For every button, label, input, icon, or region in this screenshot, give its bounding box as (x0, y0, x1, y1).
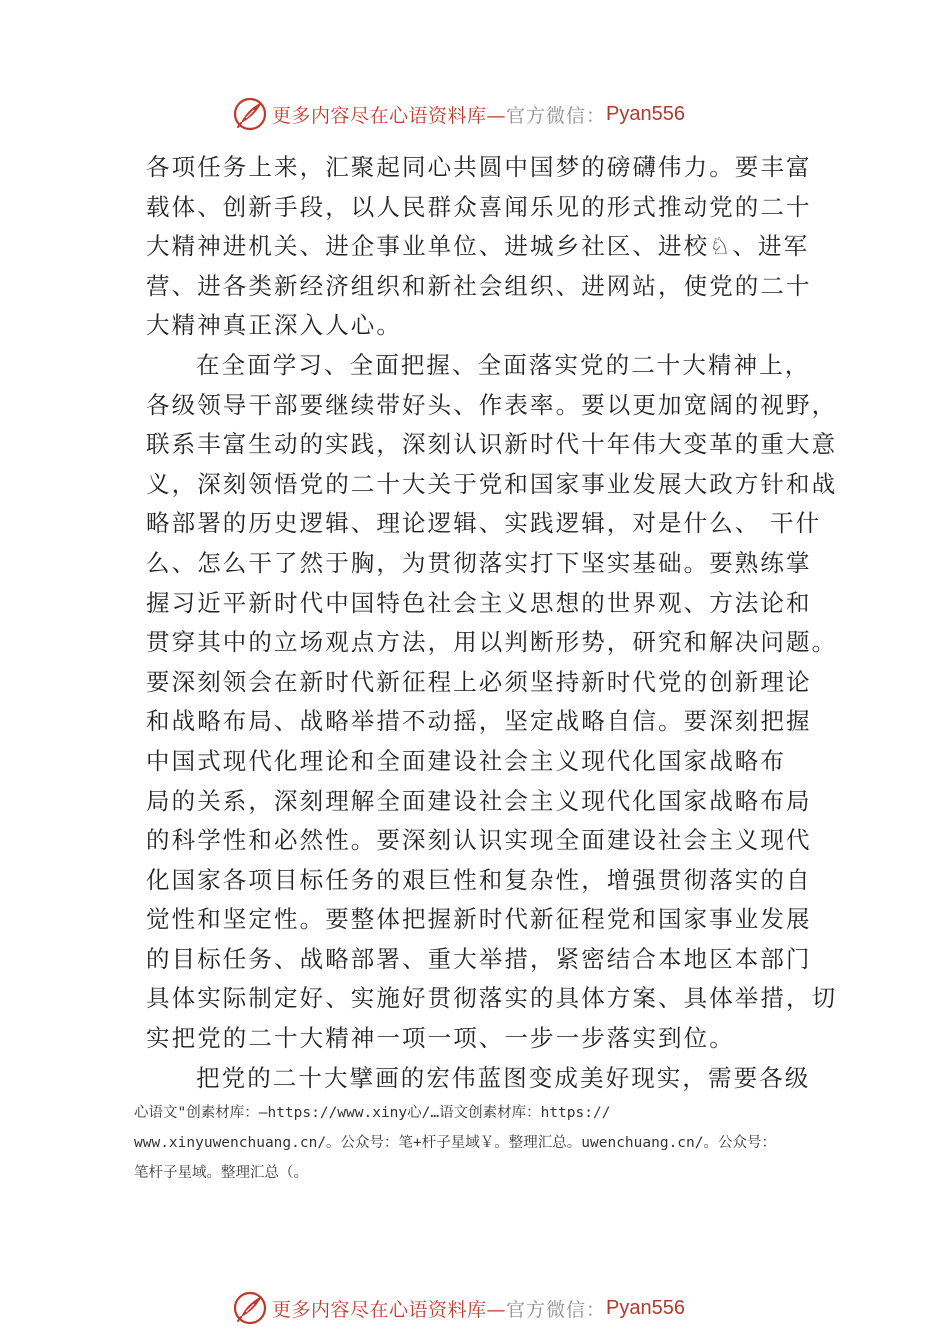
quill-pen-logo-icon (232, 96, 268, 132)
body-line: 握习近平新时代中国特色社会主义思想的世界观、方法论和 (146, 588, 812, 617)
footer-banner (232, 1288, 752, 1328)
body-line: 各项任务上来，汇聚起同心共圆中国梦的磅礴伟力。要丰富 (146, 153, 812, 181)
document-body (146, 148, 838, 1098)
footnote-line: 笔杆子星域。整理汇总（。 (134, 1165, 308, 1181)
body-line: 中国式现代化理论和全面建设社会主义现代化国家战略布 (146, 746, 786, 775)
body-line: 贯穿其中的立场观点方法，用以判断形势，研究和解决问题。 (146, 628, 838, 657)
footnote-line: www.xinyuwenchuang.cn/。公众号：笔+杆子星域￥。整理汇总。uwenchuang.cn/。公众号： (134, 1135, 776, 1151)
body-line: 联系丰富生动的实践，深刻认识新时代十年伟大变革的重大意 (146, 430, 838, 459)
body-line: 么、怎么干了然于胸，为贯彻落实打下坚实基础。要熟练掌 (146, 548, 812, 577)
body-line: 局的关系，深刻理解全面建设社会主义现代化国家战略布局 (146, 786, 812, 815)
footer-brand-text: 更多内容尽在心语资料库— (272, 1298, 507, 1321)
body-line: 大精神真正深入人心。 (146, 311, 402, 340)
body-line: 载体、创新手段，以人民群众喜闻乐见的形式推动党的二十 (146, 192, 812, 221)
header-wechat-label: 官方微信： (506, 104, 607, 127)
footer-wechat-id: Pyan556 (606, 1296, 685, 1319)
body-line: 各级领导干部要继续带好头、作表率。要以更加宽阔的视野， (146, 390, 838, 419)
body-line: 把党的二十大擘画的宏伟蓝图变成美好现实，需要各级 (196, 1063, 811, 1092)
body-line: 营、进各类新经济组织和新社会组织、进网站，使党的二十 (146, 271, 812, 300)
body-line: 大精神进机关、进企事业单位、进城乡社区、进校♘、进军 (146, 232, 810, 261)
body-line: 具体实际制定好、实施好贯彻落实的具体方案、具体举措，切 (146, 984, 838, 1013)
header-brand-text: 更多内容尽在心语资料库— (272, 104, 507, 127)
footer-wechat-label: 官方微信： (506, 1298, 607, 1321)
header-wechat-id: Pyan556 (606, 102, 685, 125)
body-line: 实把党的二十大精神一项一项、一步一步落实到位。 (146, 1024, 735, 1053)
body-line: 义，深刻领悟党的二十大关于党和国家事业发展大政方针和战 (146, 469, 838, 498)
body-line: 和战略布局、战略举措不动摇，坚定战略自信。要深刻把握 (146, 707, 812, 736)
footnote-line: 心语文"创素材库：—https://www.xiny心/…语文创素材库：https:// (134, 1105, 611, 1121)
body-line: 的目标任务、战略部署、重大举措，紧密结合本地区本部门 (146, 944, 812, 973)
body-line: 的科学性和必然性。要深刻认识实现全面建设社会主义现代 (146, 826, 812, 855)
body-line: 在全面学习、全面把握、全面落实党的二十大精神上， (196, 350, 811, 379)
source-footnote (134, 1098, 854, 1188)
body-line: 要深刻领会在新时代新征程上必须坚持新时代党的创新理论 (146, 667, 812, 696)
body-line: 觉性和坚定性。要整体把握新时代新征程党和国家事业发展 (146, 905, 812, 934)
quill-pen-logo-icon (232, 1290, 268, 1326)
body-line: 略部署的历史逻辑、理论逻辑、实践逻辑，对是什么、 干什 (146, 509, 822, 538)
header-banner (232, 94, 752, 134)
body-line: 化国家各项目标任务的艰巨性和复杂性，增强贯彻落实的自 (146, 865, 812, 894)
